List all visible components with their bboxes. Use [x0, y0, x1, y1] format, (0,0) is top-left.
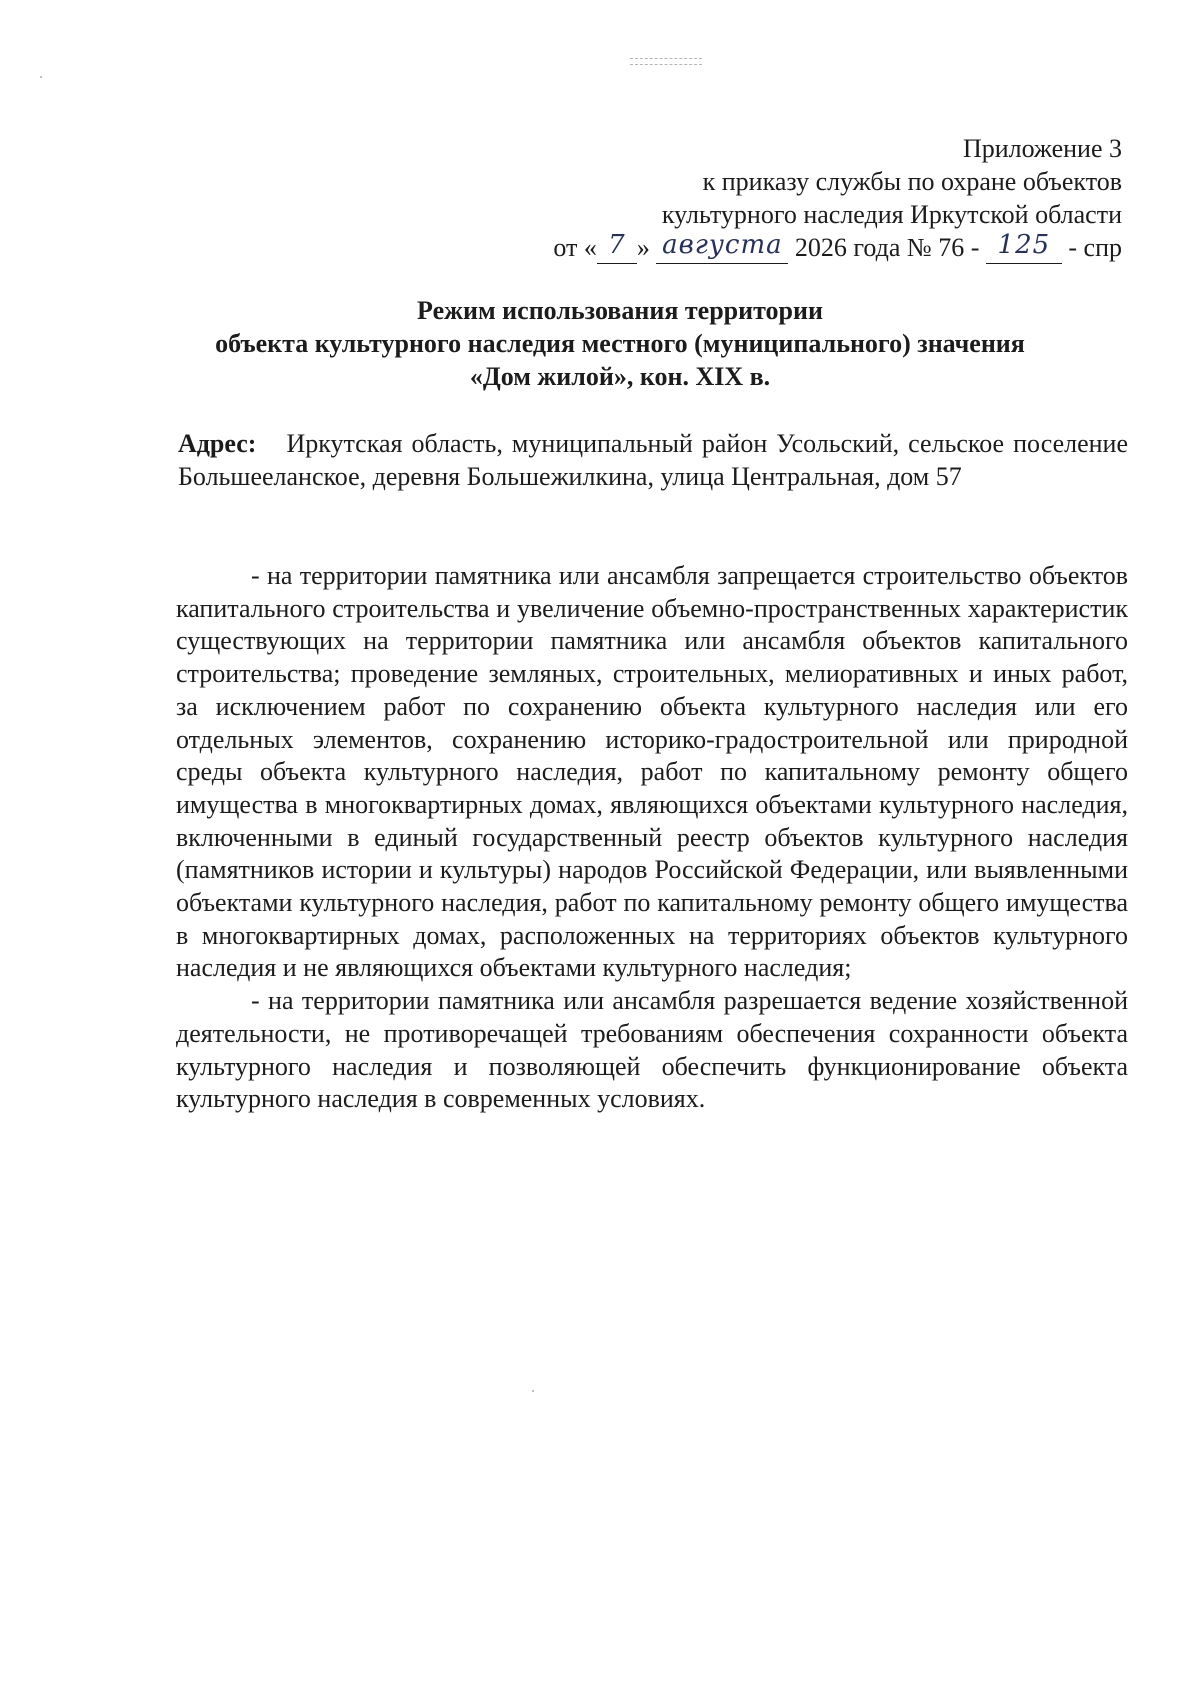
order-reference: к приказу службы по охране объектов: [702, 167, 1122, 196]
address-block: [178, 427, 1128, 493]
handwritten-order-number-value: 125: [997, 230, 1051, 260]
handwritten-order-number: [986, 230, 1062, 264]
order-authority: культурного наследия Иркутской области: [661, 200, 1122, 229]
title-line-1: Режим использования территории: [417, 296, 823, 325]
handwritten-month-value: августа: [662, 230, 783, 260]
handwritten-month: [656, 230, 788, 264]
title-line-2: объекта культурного наследия местного (муниципального) значения: [215, 329, 1025, 358]
document-title: [120, 294, 1120, 393]
approval-block: [422, 132, 1122, 264]
scan-dot: [532, 1390, 534, 1392]
regime-body: [176, 560, 1128, 1116]
scan-artifact: [630, 58, 702, 72]
order-date-line: [422, 231, 1122, 264]
scan-dot: [40, 76, 42, 78]
address-label: Адрес:: [178, 429, 257, 458]
address-text: Иркутская область, муниципальный район Усольский, сельское поселение Большееланское, деревня Большежилкина, улица Центральная, дом 57: [178, 429, 1128, 491]
date-quote-close: »: [636, 233, 650, 262]
handwritten-day: [597, 230, 637, 264]
order-year-number: 2026 года № 76 -: [794, 233, 980, 262]
date-prefix: от «: [553, 233, 597, 262]
permission-paragraph: - на территории памятника или ансамбля разрешается ведение хозяйственной деятельности, не противоречащей требованиям обеспечения сохранности объекта культурного наследия и позволяющей обеспечить функционирование объекта культурного наследия в современных условиях.: [176, 986, 1128, 1114]
order-suffix: - спр: [1068, 233, 1122, 262]
restriction-paragraph: - на территории памятника или ансамбля запрещается строительство объектов капитального строительства и увеличение объемно-пространственных характеристик существующих на территории памятника или ансамбля объектов капитального строительства; проведение земляных, строительных, мелиоративных и иных работ, за исключением работ по сохранению объекта культурного наследия или его отдельных элементов, сохранению историко-градостроительной или природной среды объекта культурного наследия, работ по капитальному ремонту общего имущества в многоквартирных домах, являющихся объектами культурного наследия, включенными в единый государственный реестр объектов культурного наследия (памятников истории и культуры) народов Российской Федерации, или выявленными объектами культурного наследия, работ по капитальному ремонту общего имущества в многоквартирных домах, расположенных на территориях объектов культурного наследия и не являющихся объектами культурного наследия;: [176, 561, 1128, 983]
appendix-number: Приложение 3: [962, 134, 1122, 163]
title-line-3: «Дом жилой», кон. XIX в.: [469, 362, 771, 391]
handwritten-day-value: 7: [608, 230, 626, 260]
